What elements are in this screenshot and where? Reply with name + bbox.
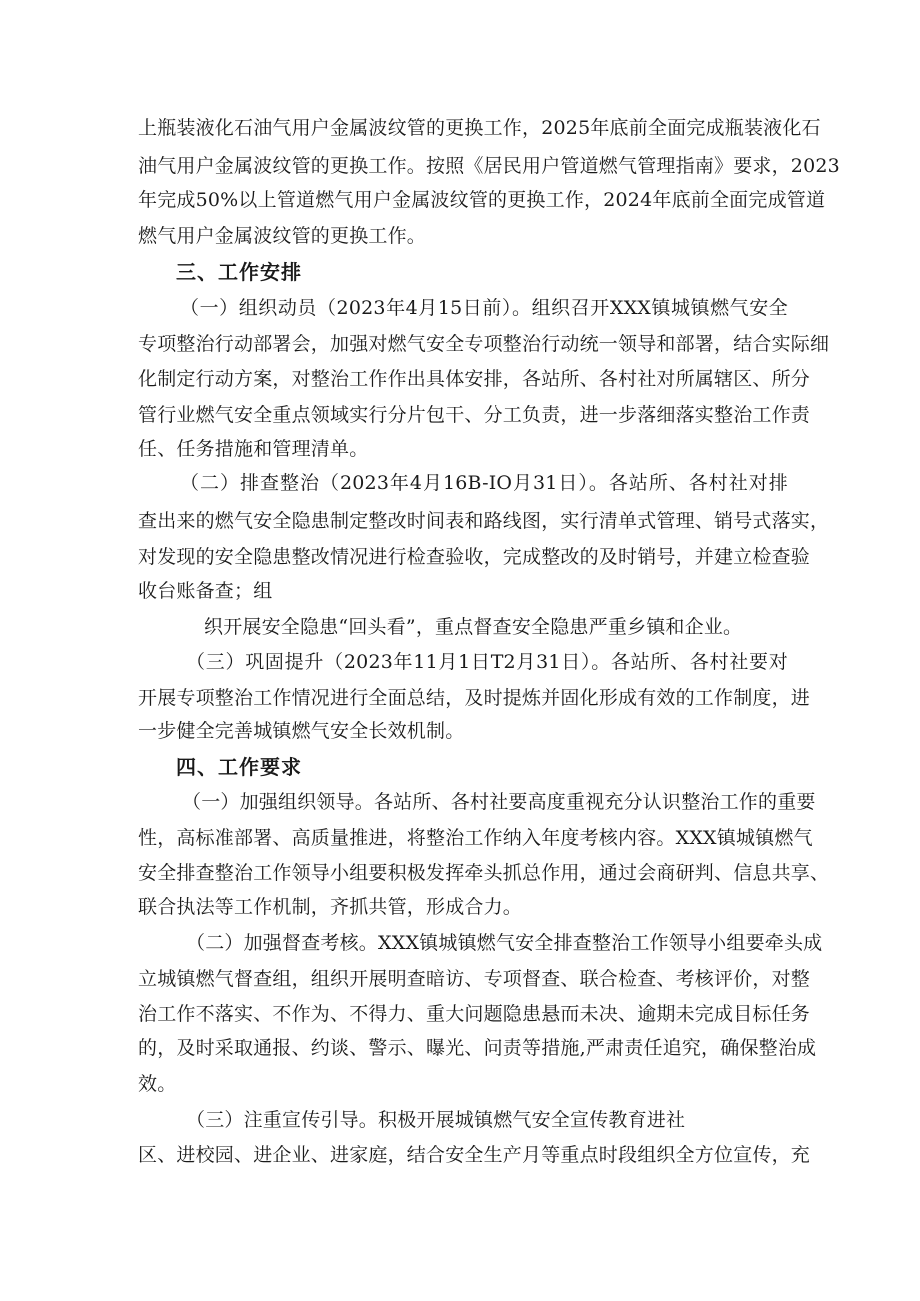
paragraph-line: 燃气用户金属波纹管的更换工作。 (138, 225, 427, 247)
paragraph-line: 织开展安全隐患“回头看”，重点督查安全隐患严重乡镇和企业。 (204, 616, 743, 638)
paragraph-line: （一）组织动员（2023年4月15日前）。组织召开XXX镇城镇燃气安全 (180, 297, 788, 319)
paragraph-line: 对发现的安全隐患整改情况进行检查验收，完成整改的及时销号，并建立检查验 (138, 546, 811, 568)
paragraph-line: 治工作不落实、不作为、不得力、重大问题隐患悬而未决、逾期未完成目标任务 (138, 1003, 811, 1025)
paragraph-line: 区、进校园、进企业、进家庭，结合安全生产月等重点时段组织全方位宣传，充 (138, 1144, 811, 1166)
paragraph-line: 开展专项整治工作情况进行全面总结，及时提炼并固化形成有效的工作制度，进 (138, 687, 811, 709)
paragraph-line: 安全排查整治工作领导小组要积极发挥牵头抓总作用，通过会商研判、信息共享、 (138, 862, 830, 884)
paragraph-line: （三）注重宣传引导。积极开展城镇燃气安全宣传教育进社 (186, 1109, 686, 1131)
paragraph-line: 任、任务措施和管理清单。 (138, 438, 369, 460)
paragraph-line: （二）加强督查考核。XXX镇城镇燃气安全排查整治工作领导小组要牵头成 (186, 932, 823, 954)
paragraph-line: 联合执法等工作机制，齐抓共管，形成合力。 (138, 896, 523, 918)
paragraph-line: 立城镇燃气督查组，组织开展明查暗访、专项督查、联合检查、考核评价，对整 (138, 968, 811, 990)
paragraph-line: （三）巩固提升（2023年11月1日T2月31日）。各站所、各村社要对 (186, 651, 788, 673)
section-heading-3: 三、工作安排 (176, 260, 302, 284)
paragraph-line: 收台账备查；组 (138, 580, 273, 602)
paragraph-line: 专项整治行动部署会，加强对燃气安全专项整治行动统一领导和部署，结合实际细 (138, 333, 830, 355)
paragraph-line: 效。 (138, 1073, 177, 1095)
paragraph-line: 管行业燃气安全重点领域实行分片包干、分工负责，进一步落细落实整治工作责 (138, 404, 811, 426)
paragraph-line: 化制定行动方案，对整治工作作出具体安排，各站所、各村社对所属辖区、所分 (138, 368, 811, 390)
paragraph-line: 性，高标准部署、高质量推进，将整治工作纳入年度考核内容。XXX镇城镇燃气 (138, 827, 813, 849)
paragraph-line: 上瓶装液化石油气用户金属波纹管的更换工作，2025年底前全面完成瓶装液化石 (138, 117, 821, 139)
paragraph-line: 的，及时采取通报、约谈、警示、曝光、问责等措施,严肃责任追究，确保整治成 (138, 1037, 817, 1059)
paragraph-line: 年完成50%以上管道燃气用户金属波纹管的更换工作，2024年底前全面完成管道 (138, 189, 826, 211)
paragraph-line: 查出来的燃气安全隐患制定整改时间表和路线图，实行清单式管理、销号式落实， (138, 510, 830, 532)
paragraph-line: （二）排查整治（2023年4月16B-IO月31日）。各站所、各村社对排 (180, 472, 788, 494)
paragraph-line: （一）加强组织领导。各站所、各村社要高度重视充分认识整治工作的重要 (182, 791, 816, 813)
paragraph-line: 一步健全完善城镇燃气安全长效机制。 (138, 720, 465, 742)
section-heading-4: 四、工作要求 (176, 755, 302, 779)
paragraph-line: 油气用户金属波纹管的更换工作。按照《居民用户管道燃气管理指南》要求，2023 (138, 155, 840, 177)
